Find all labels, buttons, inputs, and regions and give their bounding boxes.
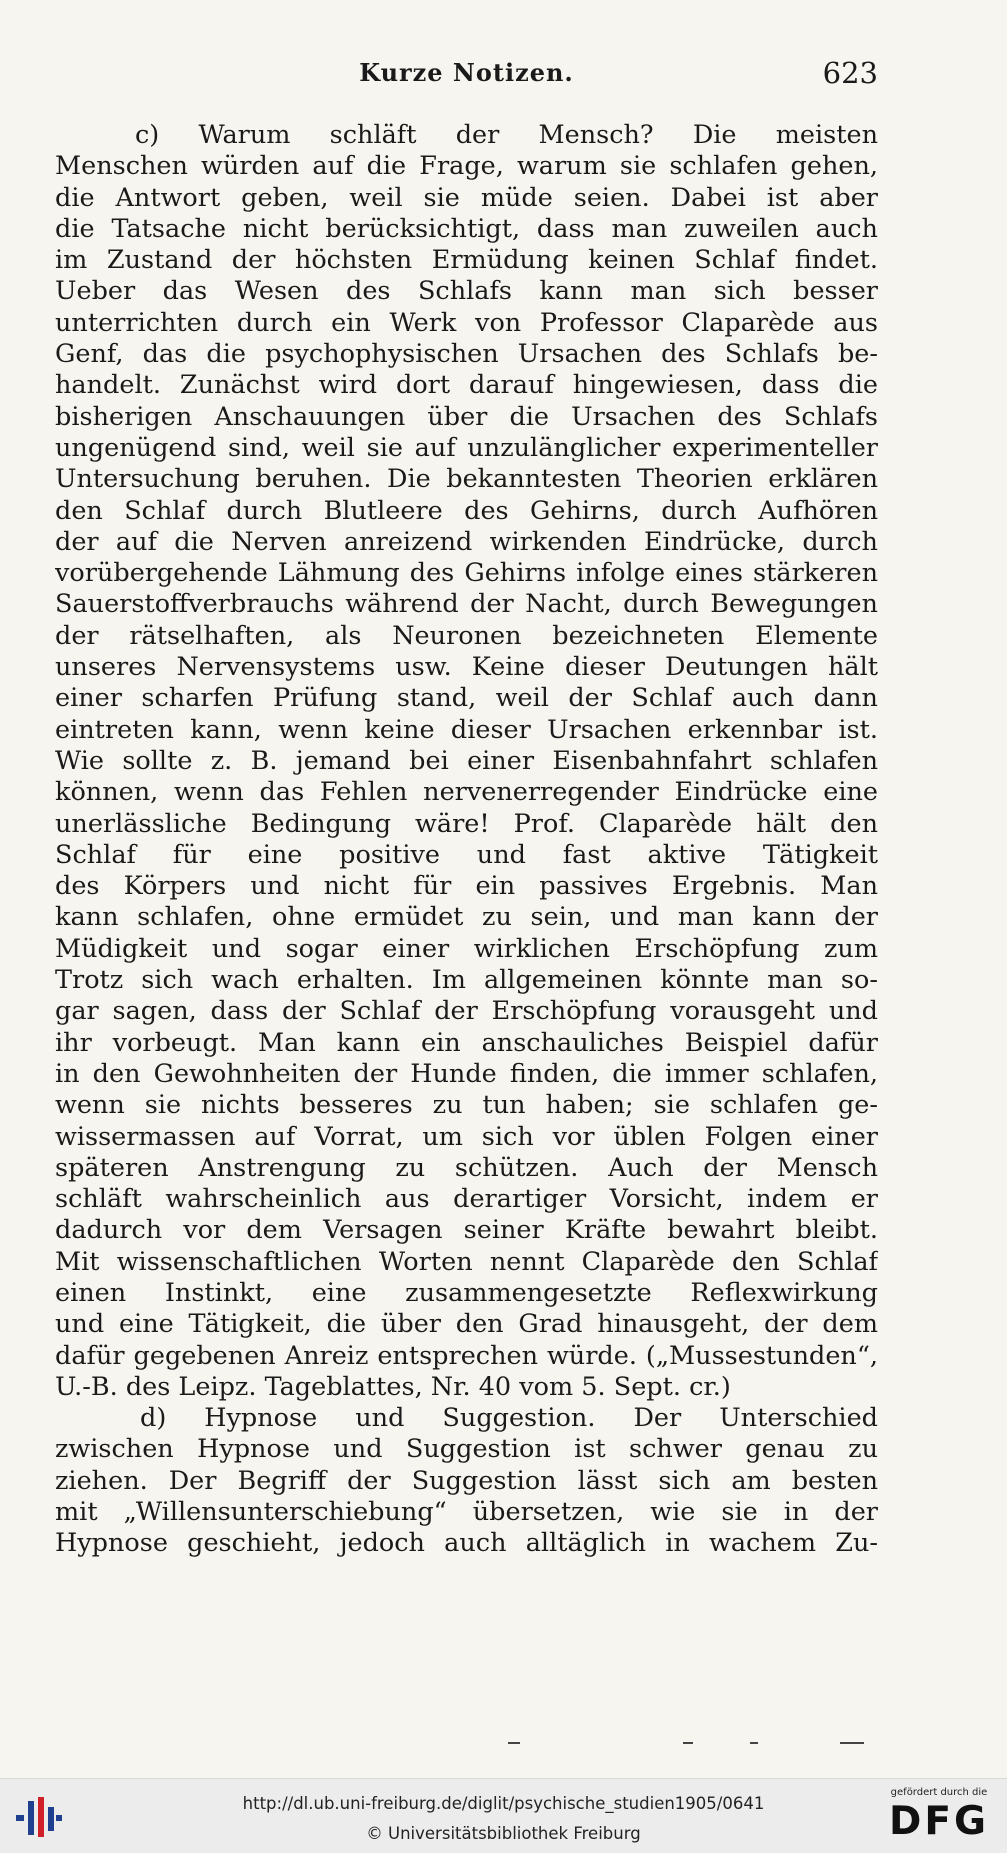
text-line: dadurch vor dem Versagen seiner Kräfte bewahrt bleibt. (55, 1215, 878, 1246)
text-line: bisherigen Anschauungen über die Ursachen des Schlafs (55, 401, 878, 432)
text-line: einen Instinkt, eine zusammengesetzte Reflexwirkung (55, 1277, 878, 1308)
scan-artifact (683, 1742, 693, 1744)
viewer-footer (0, 1778, 1007, 1853)
text-line: späteren Anstrengung zu schützen. Auch der Mensch (55, 1152, 878, 1183)
text-line: Wie sollte z. B. jemand bei einer Eisenbahnfahrt schlafen (55, 745, 878, 776)
text-line: der auf die Nerven anreizend wirkenden Eindrücke, durch (55, 526, 878, 557)
dfg-funding-badge (883, 1785, 995, 1849)
text-line: unterrichten durch ein Werk von Professor Claparède aus (55, 307, 878, 338)
text-line: kann schlafen, ohne ermüdet zu sein, und man kann der (55, 902, 878, 933)
text-line: Trotz sich wach erhalten. Im allgemeinen könnte man so- (55, 965, 878, 996)
text-line: Hypnose geschieht, jedoch auch alltäglich in wachem Zu- (55, 1528, 878, 1559)
article-text (55, 120, 878, 1560)
text-line: einer scharfen Prüfung stand, weil der Schlaf auch dann (55, 683, 878, 714)
text-line-c-heading: c) Warum schläft der Mensch? Die meisten (135, 120, 878, 150)
text-line: Sauerstoffverbrauchs während der Nacht, durch Bewegungen (55, 589, 878, 620)
text-line: eintreten kann, wenn keine dieser Ursachen erkennbar ist. (55, 714, 878, 745)
dfg-logo: DFG (888, 1799, 990, 1844)
text-line: Mit wissenschaftlichen Worten nennt Claparède den Schlaf (55, 1246, 878, 1277)
text-line: können, wenn das Fehlen nervenerregender Eindrücke eine (55, 777, 878, 808)
text-line: in den Gewohnheiten der Hunde finden, die immer schlafen, (55, 1058, 878, 1089)
text-line: im Zustand der höchsten Ermüdung keinen Schlaf findet. (55, 245, 878, 276)
text-line: ungenügend sind, weil sie auf unzulänglicher experimenteller (55, 432, 878, 463)
text-line: mit „Willensunterschiebung“ übersetzen, wie sie in der (55, 1497, 878, 1528)
text-line: Menschen würden auf die Frage, warum sie schlafen gehen, (55, 151, 878, 182)
text-line: handelt. Zunächst wird dort darauf hingewiesen, dass die (55, 370, 878, 401)
dfg-caption: gefördert durch die (890, 1787, 988, 1798)
text-line: die Antwort geben, weil sie müde seien. Dabei ist aber (55, 182, 878, 213)
text-line: unerlässliche Bedingung wäre! Prof. Claparède hält den (55, 808, 878, 839)
document-url-link[interactable]: http://dl.ub.uni-freiburg.de/diglit/psychische_studien1905/0641 (242, 1794, 765, 1813)
text-line: Müdigkeit und sogar einer wirklichen Erschöpfung zum (55, 933, 878, 964)
text-line: gar sagen, dass der Schlaf der Erschöpfung vorausgeht und (55, 996, 878, 1027)
text-line: dafür gegebenen Anreiz entsprechen würde. („Mussestunden“, (55, 1340, 878, 1371)
text-line: Ueber das Wesen des Schlafs kann man sich besser (55, 276, 878, 307)
text-line: und eine Tätigkeit, die über den Grad hinausgeht, der dem (55, 1309, 878, 1340)
page-number: 623 (822, 56, 878, 90)
text-line: ziehen. Der Begriff der Suggestion lässt sich am besten (55, 1465, 878, 1496)
text-line: Genf, das die psychophysischen Ursachen des Schlafs be- (55, 339, 878, 370)
text-line: wissermassen auf Vorrat, um sich vor üblen Folgen einer (55, 1121, 878, 1152)
text-line: wenn sie nichts besseres zu tun haben; sie schlafen ge- (55, 1090, 878, 1121)
scan-artifact (508, 1742, 520, 1744)
text-line: unseres Nervensystems usw. Keine dieser Deutungen hält (55, 652, 878, 683)
text-line: Untersuchung beruhen. Die bekanntesten Theorien erklären (55, 464, 878, 495)
scan-artifact (840, 1742, 864, 1744)
text-line: ihr vorbeugt. Man kann ein anschauliches Beispiel dafür (55, 1027, 878, 1058)
text-line: den Schlaf durch Blutleere des Gehirns, durch Aufhören (55, 495, 878, 526)
text-line: U.-B. des Leipz. Tageblattes, Nr. 40 vom 5. Sept. cr.) (55, 1371, 731, 1402)
text-line: zwischen Hypnose und Suggestion ist schwer genau zu (55, 1434, 878, 1465)
text-line: schläft wahrscheinlich aus derartiger Vorsicht, indem er (55, 1184, 878, 1215)
text-line: des Körpers und nicht für ein passives Ergebnis. Man (55, 871, 878, 902)
copyright-notice: © Universitätsbibliothek Freiburg (366, 1824, 641, 1843)
page-header (55, 52, 878, 92)
text-line: vorübergehende Lähmung des Gehirns infolge eines stärkeren (55, 558, 878, 589)
scan-artifact (750, 1742, 758, 1744)
running-title: Kurze Notizen. (359, 58, 574, 87)
text-line: der rätselhaften, als Neuronen bezeichneten Elemente (55, 620, 878, 651)
text-line: die Tatsache nicht berücksichtigt, dass man zuweilen auch (55, 213, 878, 244)
text-line-d-heading: d) Hypnose und Suggestion. Der Unterschied (140, 1403, 878, 1434)
text-line: Schlaf für eine positive und fast aktive Tätigkeit (55, 839, 878, 870)
